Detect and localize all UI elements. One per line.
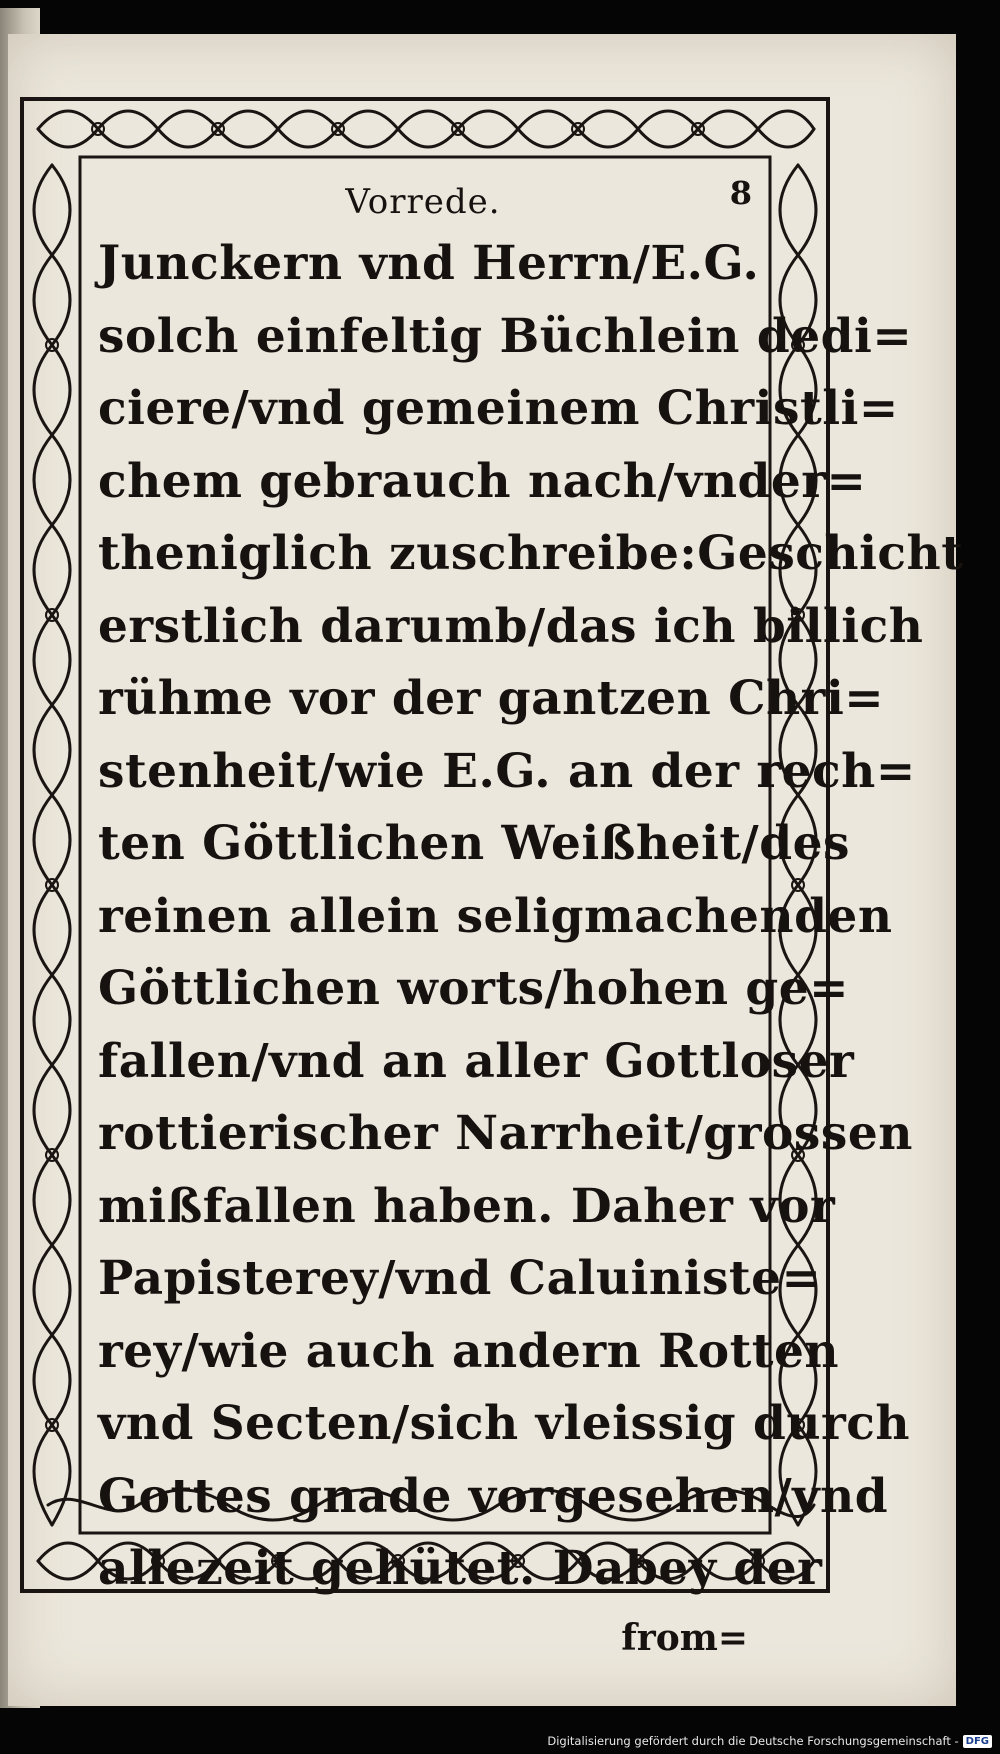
text-line: mißfallen haben. Daher vor <box>98 1178 836 1234</box>
text-block <box>98 174 964 1659</box>
text-line: vnd Secten/sich vleissig durch <box>98 1396 911 1451</box>
text-line: ciere/vnd gemeinem Christli= <box>98 381 899 436</box>
text-line: rey/wie auch andern Rotten <box>98 1323 840 1379</box>
text-line: Gottes gnade vorgesehen/vnd <box>98 1468 889 1524</box>
text-line: Papisterey/vnd Caluiniste= <box>98 1251 822 1306</box>
text-line: Junckern vnd Herrn/E.G. <box>98 236 760 291</box>
running-head: Vorrede. <box>345 182 501 222</box>
text-line: theniglich zuschreibe:Geschicht <box>98 526 964 581</box>
text-line: Göttlichen worts/hohen ge= <box>98 961 850 1016</box>
text-line: allezeit gehütet. Dabey der <box>98 1541 823 1596</box>
text-line: ten Göttlichen Weißheit/des <box>98 816 850 871</box>
text-line: solch einfeltig Büchlein dedi= <box>98 308 913 364</box>
text-line: erstlich darumb/das ich billich <box>98 598 924 654</box>
text-line: rottierischer Narrheit/grossen <box>98 1106 913 1161</box>
text-line: chem gebrauch nach/vnder= <box>98 453 867 509</box>
text-line: rühme vor der gantzen Chri= <box>98 671 885 726</box>
digitization-credit <box>547 1734 992 1748</box>
page-header <box>98 174 752 228</box>
text-line: fallen/vnd an aller Gottloser <box>98 1033 855 1089</box>
text-line: reinen allein seligmachenden <box>98 888 893 944</box>
page-number: 8 <box>729 174 752 212</box>
catchword: from= <box>621 1616 748 1659</box>
credit-text: Digitalisierung gefördert durch die Deutsche Forschungsgemeinschaft - <box>547 1734 959 1748</box>
text-line: stenheit/wie E.G. an der rech= <box>98 743 916 799</box>
dfg-logo: DFG <box>963 1735 992 1748</box>
